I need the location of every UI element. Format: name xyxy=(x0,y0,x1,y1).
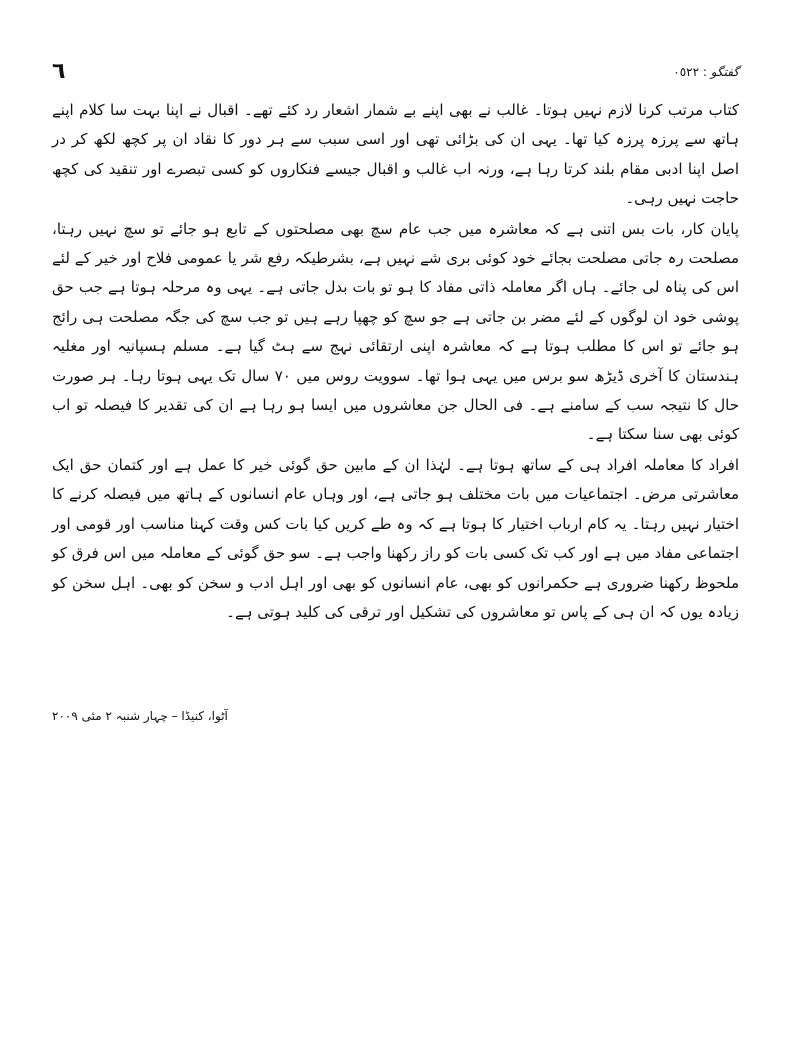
paragraph-1: کتاب مرتب کرنا لازم نہیں ہوتا۔ غالب نے بھی اپنے بے شمار اشعار رد کئے تھے۔ اقبال نے اپنا بہت سا کلام اپنے ہاتھ سے پرزہ پرزہ کیا تھا۔ یہی ان کی بڑائی تھی اور اسی سبب سے ہر دور کا نقاد ان پر کچھ لکھ کر در اصل اپنا ادبی مقام بلند کرتا رہا ہے، ورنہ اب غالب و اقبال جیسے فنکاروں کو کسی تبصرے اور تنقید کی کچھ حاجت نہیں رہی۔ xyxy=(52,101,739,208)
paragraph-3: افراد کا معاملہ افراد ہی کے ساتھ ہوتا ہے۔ لہٰذا ان کے مابین حق گوئی خیر کا عمل ہے اور کتمان حق ایک معاشرتی مرض۔ اجتماعیات میں بات مختلف ہو جاتی ہے، اور وہاں عام انسانوں کے ہاتھ میں فیصلہ کرنے کا اختیار نہیں رہتا۔ یہ کام ارباب اختیار کا ہوتا ہے کہ وہ طے کریں کیا بات کس وقت کہنا مناسب اور قومی اور اجتماعی مفاد میں ہے اور کب تک کسی بات کو راز رکھنا واجب ہے۔ سو حق گوئی کے معاملہ میں اس فرق کو ملحوظ رکھنا ضروری ہے حکمرانوں کو بھی، عام انسانوں کو بھی اور اہل ادب و سخن کو بھی۔ اہل سخن کو زیادہ یوں کہ ان ہی کے پاس تو معاشروں کی تشکیل اور ترقی کی کلید ہوتی ہے۔ xyxy=(52,455,739,621)
dateline: آٹوا، کنیڈا – چہار شنبہ ۲ مئی ۲۰۰۹ xyxy=(52,709,228,723)
page-number: ٦ xyxy=(52,59,66,84)
running-head-separator: : xyxy=(702,65,707,79)
journal-title: گفتگو xyxy=(710,65,739,79)
issue-number: ٠٥٢٢ xyxy=(673,65,700,79)
running-head xyxy=(673,62,739,82)
paragraph-2: پایان کار، بات بس اتنی ہے کہ معاشرہ میں جب عام سچ بھی مصلحتوں کے تابع ہو جائے تو سچ نہیں رہتا، مصلحت رہ جاتی مصلحت بجائے خود کوئی بری شے نہیں ہے، بشرطیکہ رفع شر یا عمومی فلاح اور خیر کے لئے اس کی پناہ لی جائے۔ ہاں اگر معاملہ ذاتی مفاد کا ہو تو بات بدل جاتی ہے۔ یہی وہ مرحلہ ہوتا ہے جب حق پوشی خود ان لوگوں کے لئے مضر بن جاتی ہے جو سچ کو چھپا رہے ہیں تو جب سچ کی جگہ مصلحت ہی رائج ہو جائے تو اس کا مطلب ہوتا ہے کہ معاشرہ اپنی ارتقائی نہج سے ہٹ گیا ہے۔ مسلم ہسپانیہ اور مغلیہ ہندستان کا آخری ڈیڑھ سو برس میں یہی ہوا تھا۔ سوویت روس میں ۷۰ سال تک یہی ہوتا رہا۔ ہر صورت حال کا نتیجہ سب کے سامنے ہے۔ فی الحال جن معاشروں میں ایسا ہو رہا ہے ان کی تقدیر کا فیصلہ تو اب کوئی بھی سنا سکتا ہے۔ xyxy=(52,219,739,444)
page-header xyxy=(52,58,739,86)
article-body xyxy=(52,96,739,628)
